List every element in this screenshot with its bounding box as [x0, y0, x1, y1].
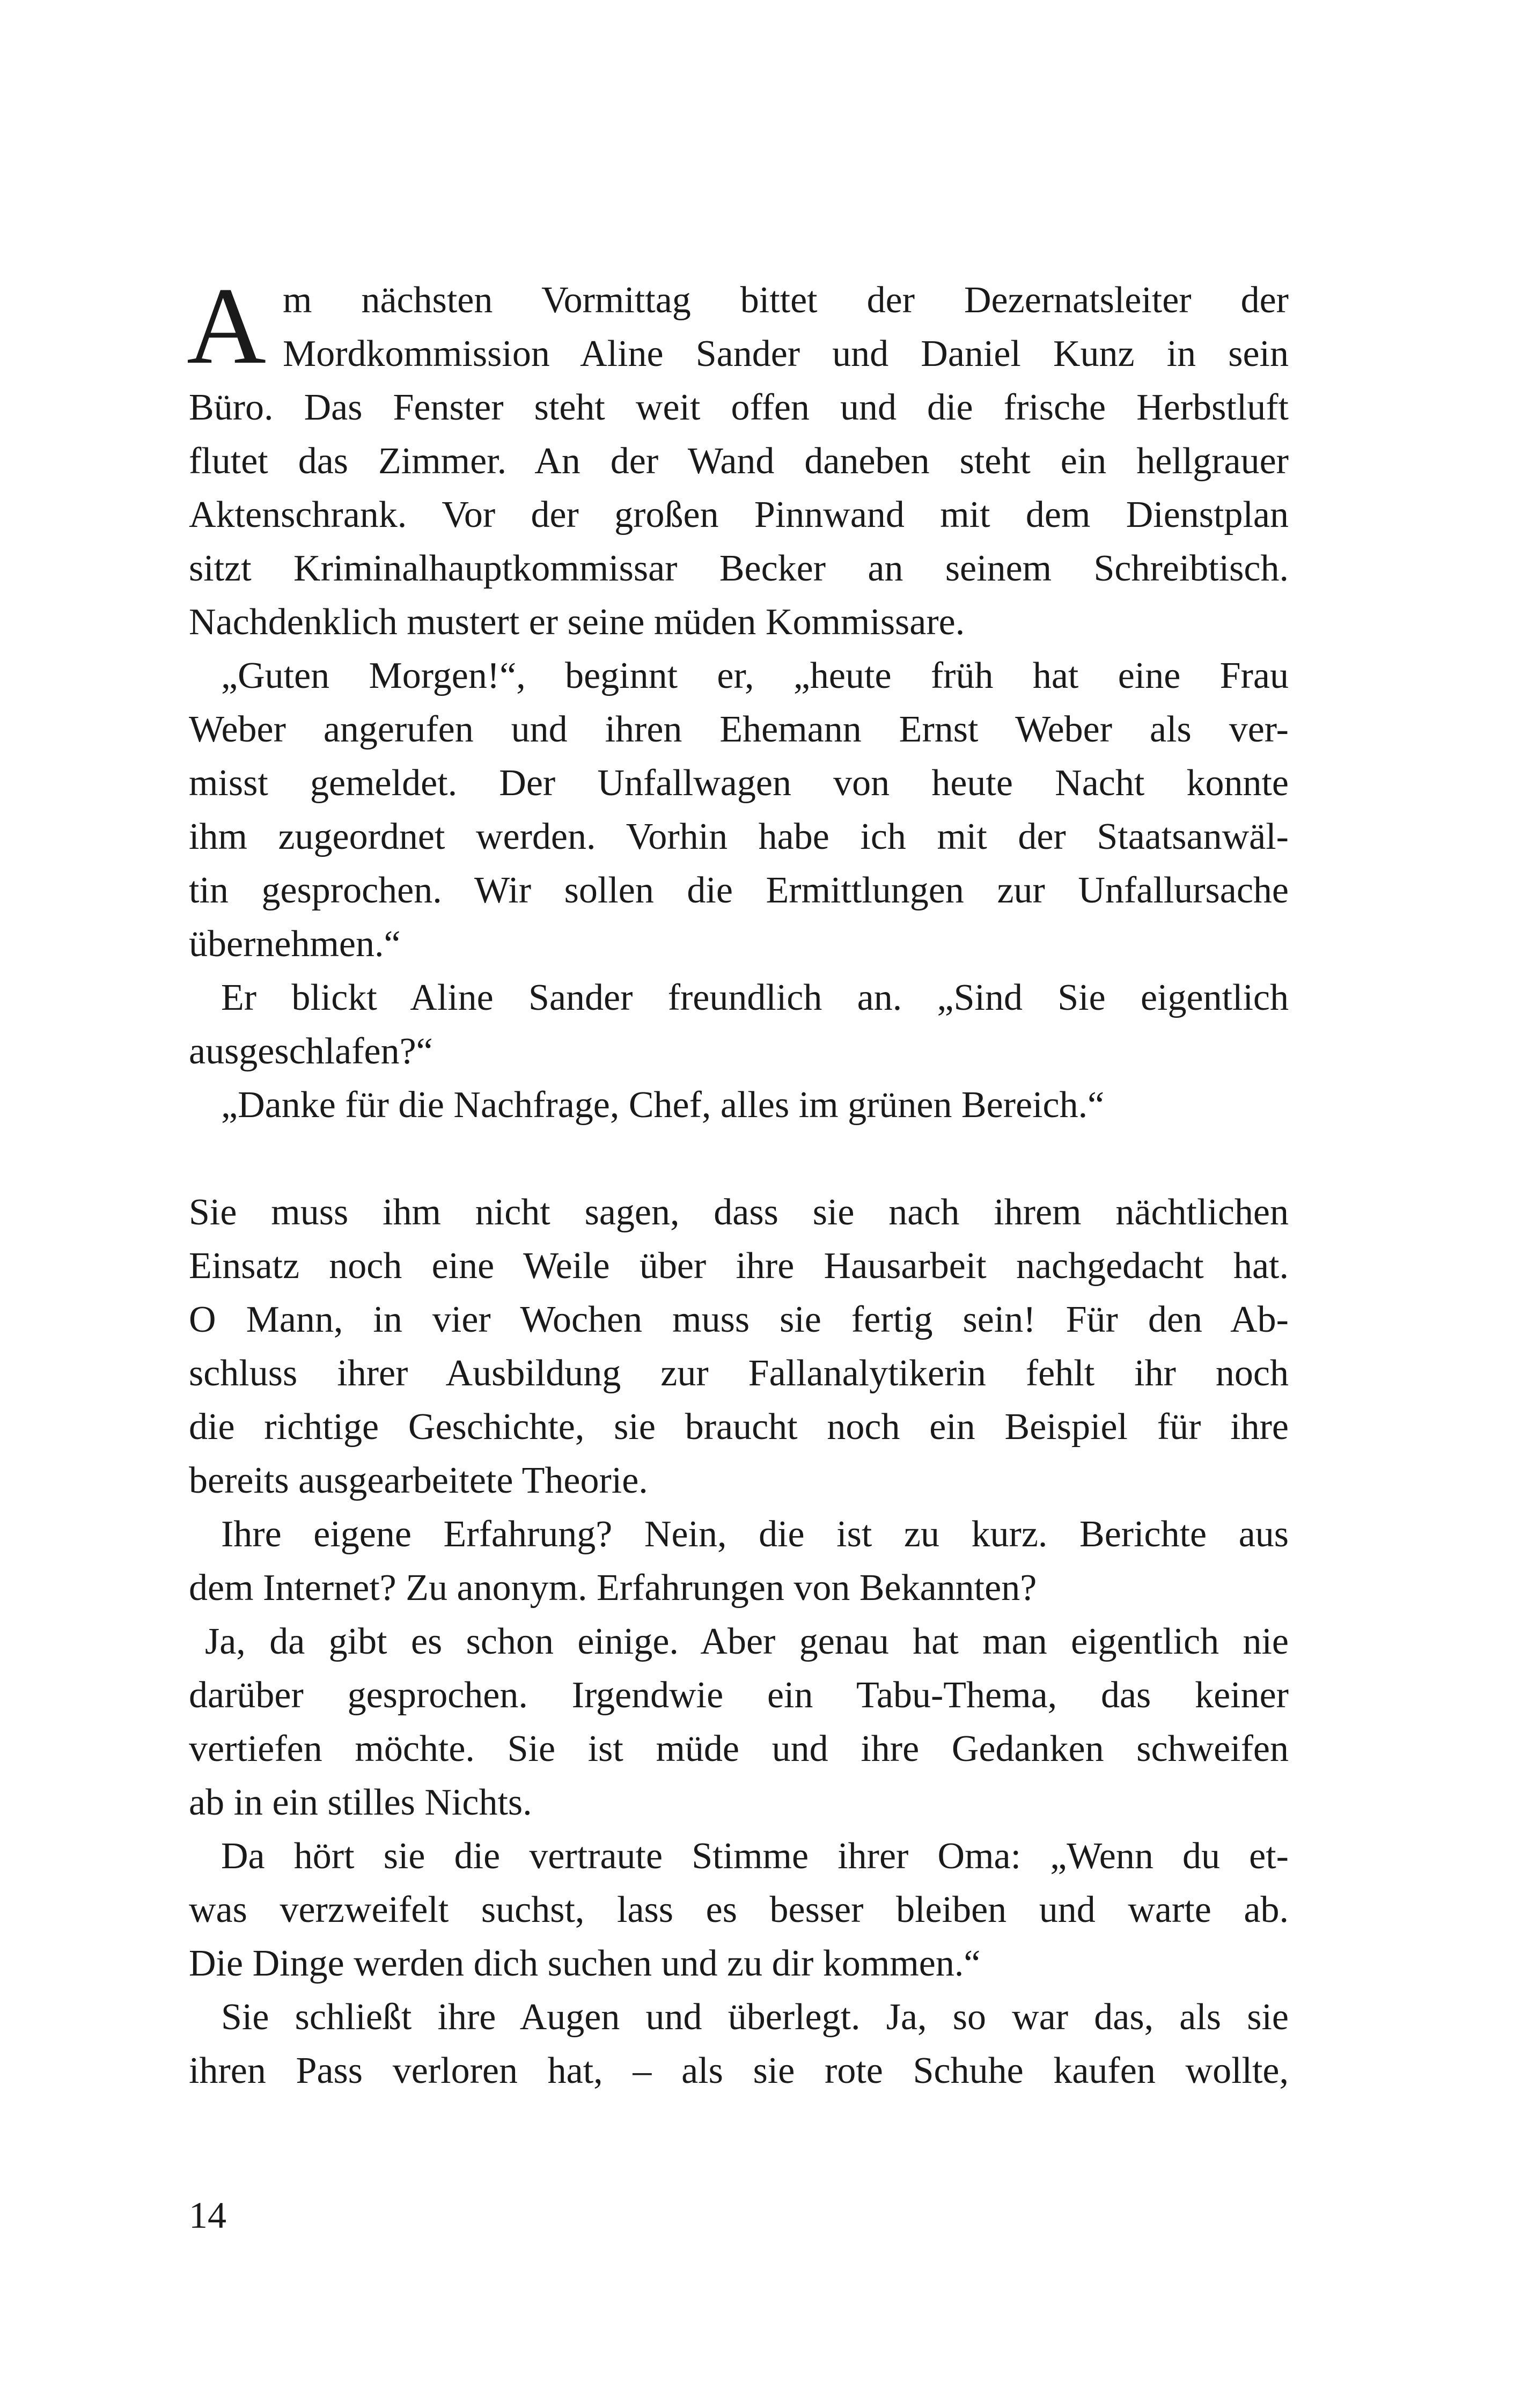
text-line: Einsatz noch eine Weile über ihre Hausarbeit nachgedacht hat.	[189, 1245, 1289, 1287]
text-line: ihren Pass verloren hat, – als sie rote Schuhe kaufen wollte,	[189, 2050, 1289, 2091]
text-line: misst gemeldet. Der Unfallwagen von heute Nacht konnte	[189, 762, 1289, 804]
text-line: „Guten Morgen!“, beginnt er, „heute früh hat eine Frau	[221, 655, 1289, 696]
text-line: flutet das Zimmer. An der Wand daneben steht ein hellgrauer	[189, 441, 1289, 482]
text-line: Da hört sie die vertraute Stimme ihrer Oma: „Wenn du et-	[221, 1836, 1289, 1877]
paragraph-gap	[189, 1132, 1289, 1186]
text-line: vertiefen möchte. Sie ist müde und ihre Gedanken schweifen	[189, 1728, 1289, 1770]
text-line: übernehmen.“	[189, 923, 401, 965]
text-line: ausgeschlafen?“	[189, 1031, 433, 1072]
text-line: dem Internet? Zu anonym. Erfahrungen von Bekannten?	[189, 1567, 1037, 1609]
body-text	[187, 265, 1289, 2098]
text-line: bereits ausgearbeitete Theorie.	[189, 1460, 648, 1501]
text-line: Er blickt Aline Sander freundlich an. „Sind Sie eigentlich	[221, 977, 1289, 1018]
text-line: Büro. Das Fenster steht weit offen und die frische Herbstluft	[189, 387, 1289, 428]
text-line: Die Dinge werden dich suchen und zu dir kommen.“	[189, 1943, 981, 1984]
text-line: Nachdenklich mustert er seine müden Kommissare.	[189, 601, 965, 643]
text-line: ab in ein stilles Nichts.	[189, 1782, 532, 1823]
text-line: tin gesprochen. Wir sollen die Ermittlungen zur Unfallursache	[189, 870, 1289, 911]
text-line: Ihre eigene Erfahrung? Nein, die ist zu kurz. Berichte aus	[221, 1514, 1289, 1555]
text-line: Mordkommission Aline Sander und Daniel Kunz in sein	[283, 333, 1289, 375]
text-line: ihm zugeordnet werden. Vorhin habe ich mit der Staatsanwäl-	[189, 816, 1289, 857]
text-line: m nächsten Vormittag bittet der Dezernatsleiter der	[283, 280, 1289, 321]
text-line: Weber angerufen und ihren Ehemann Ernst Weber als ver-	[189, 709, 1289, 750]
drop-cap: A	[187, 265, 267, 387]
text-line: Aktenschrank. Vor der großen Pinnwand mit dem Dienstplan	[189, 494, 1289, 535]
text-line: „Danke für die Nachfrage, Chef, alles im grünen Bereich.“	[221, 1084, 1105, 1126]
text-line: Sie muss ihm nicht sagen, dass sie nach ihrem nächtlichen	[189, 1192, 1289, 1233]
page-number: 14	[189, 2195, 226, 2236]
text-line: Ja, da gibt es schon einige. Aber genau hat man eigentlich nie	[205, 1621, 1289, 1662]
text-line: was verzweifelt suchst, lass es besser bleiben und warte ab.	[189, 1889, 1289, 1930]
text-line: O Mann, in vier Wochen muss sie fertig sein! Für den Ab-	[189, 1299, 1289, 1340]
text-lines	[187, 265, 1289, 2098]
text-line: die richtige Geschichte, sie braucht noch ein Beispiel für ihre	[189, 1406, 1289, 1448]
text-line: schluss ihrer Ausbildung zur Fallanalytikerin fehlt ihr noch	[189, 1353, 1289, 1394]
text-line: sitzt Kriminalhauptkommissar Becker an seinem Schreibtisch.	[189, 548, 1289, 589]
text-line: Sie schließt ihre Augen und überlegt. Ja, so war das, als sie	[221, 1996, 1289, 2038]
text-line: darüber gesprochen. Irgendwie ein Tabu-Thema, das keiner	[189, 1675, 1289, 1716]
